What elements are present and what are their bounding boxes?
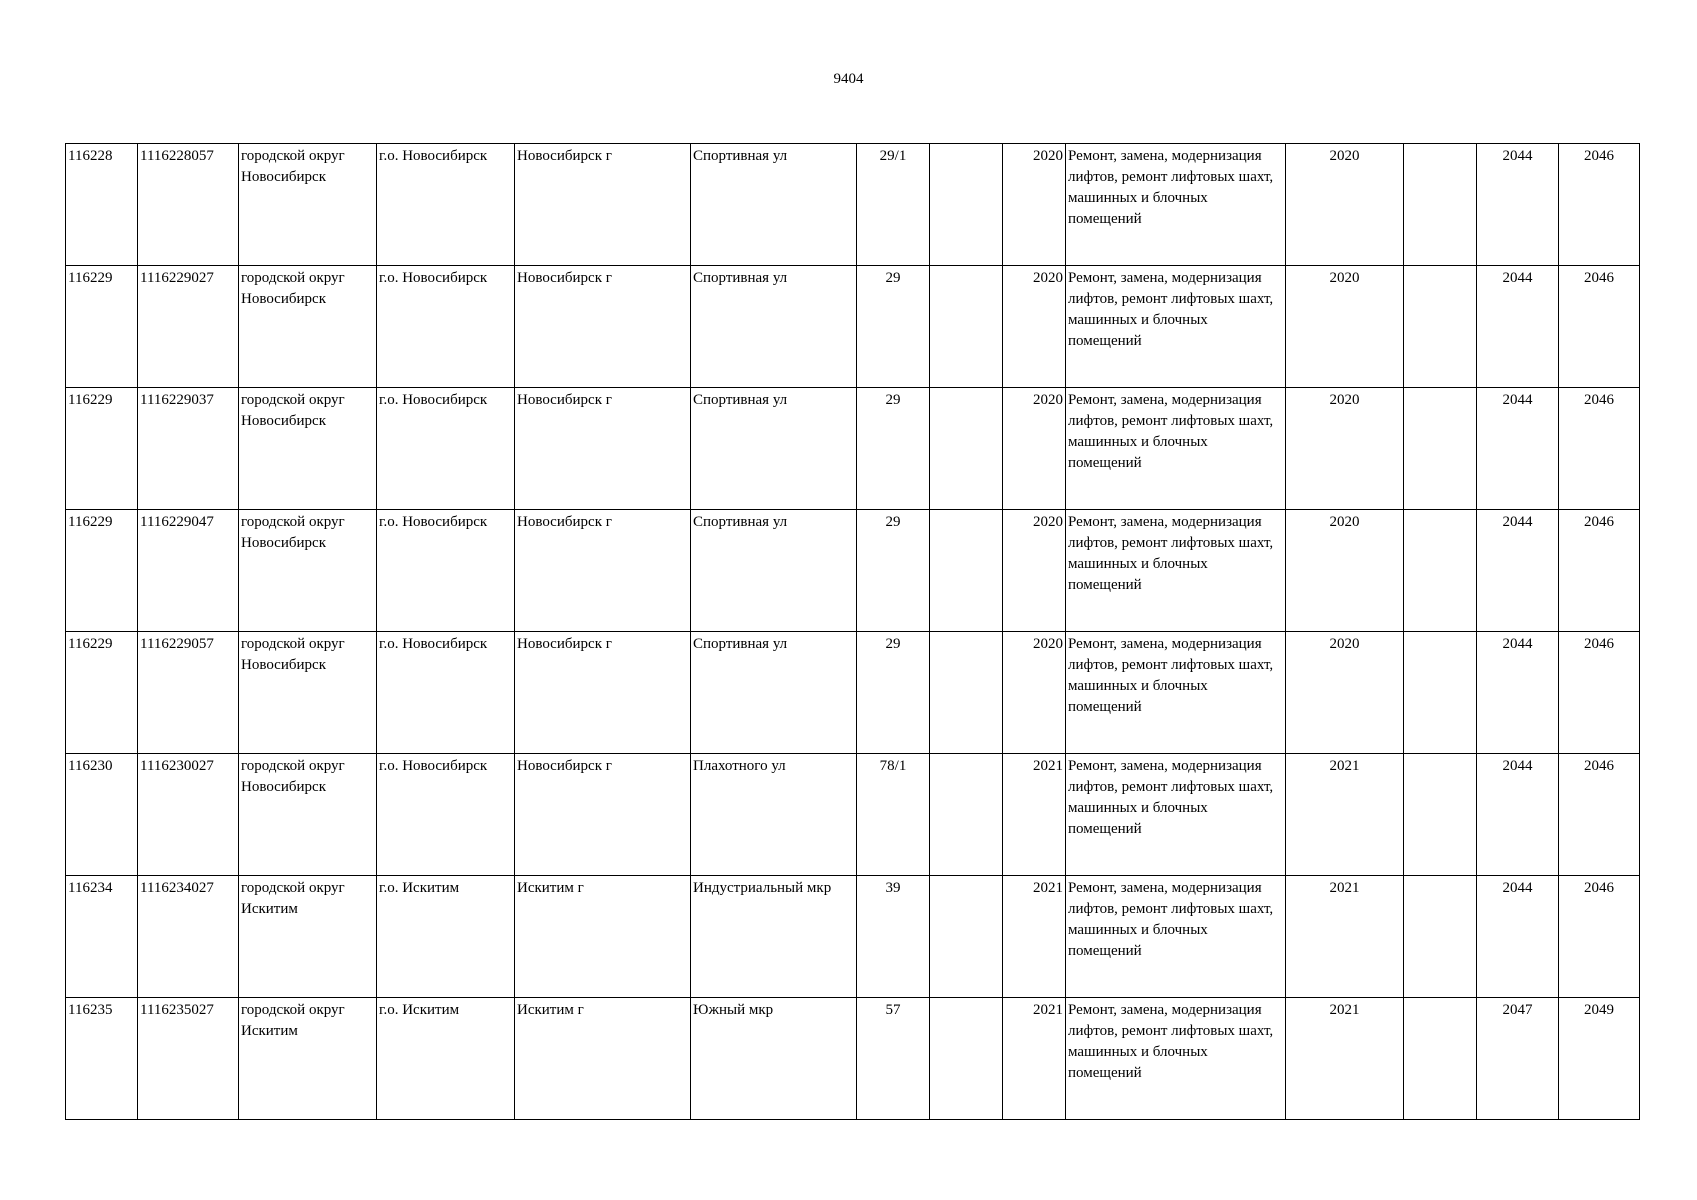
planned-year-cell: 2021 <box>1286 754 1404 876</box>
year-cell: 2021 <box>1003 998 1066 1120</box>
district-cell: г.о. Искитим <box>377 876 515 998</box>
municipality-cell: городской округ Искитим <box>239 998 377 1120</box>
object-code-cell: 1116234027 <box>138 876 239 998</box>
house-id-cell: 116229 <box>66 510 138 632</box>
district-cell: г.о. Искитим <box>377 998 515 1120</box>
building-cell <box>930 632 1003 754</box>
object-code-cell: 1116235027 <box>138 998 239 1120</box>
period-start-cell: 2044 <box>1477 754 1559 876</box>
locality-cell: Новосибирск г <box>515 754 691 876</box>
table-row <box>66 510 1640 632</box>
period-start-cell: 2047 <box>1477 998 1559 1120</box>
work-type-cell: Ремонт, замена, модернизация лифтов, ремонт лифтовых шахт, машинных и блочных помещений <box>1066 266 1286 388</box>
house-id-cell: 116235 <box>66 998 138 1120</box>
locality-cell: Новосибирск г <box>515 266 691 388</box>
empty-cell <box>1404 144 1477 266</box>
object-code-cell: 1116229027 <box>138 266 239 388</box>
municipality-cell: городской округ Новосибирск <box>239 632 377 754</box>
period-end-cell: 2046 <box>1559 266 1640 388</box>
house-number-cell: 57 <box>857 998 930 1120</box>
table-row <box>66 266 1640 388</box>
object-code-cell: 1116229037 <box>138 388 239 510</box>
empty-cell <box>1404 876 1477 998</box>
building-cell <box>930 754 1003 876</box>
page-number: 9404 <box>833 71 864 87</box>
house-id-cell: 116229 <box>66 388 138 510</box>
planned-year-cell: 2020 <box>1286 388 1404 510</box>
period-end-cell: 2046 <box>1559 510 1640 632</box>
street-cell: Южный мкр <box>691 998 857 1120</box>
house-number-cell: 29 <box>857 632 930 754</box>
planned-year-cell: 2020 <box>1286 510 1404 632</box>
empty-cell <box>1404 388 1477 510</box>
street-cell: Спортивная ул <box>691 266 857 388</box>
object-code-cell: 1116228057 <box>138 144 239 266</box>
empty-cell <box>1404 266 1477 388</box>
work-type-cell: Ремонт, замена, модернизация лифтов, ремонт лифтовых шахт, машинных и блочных помещений <box>1066 754 1286 876</box>
object-code-cell: 1116230027 <box>138 754 239 876</box>
district-cell: г.о. Новосибирск <box>377 632 515 754</box>
street-cell: Спортивная ул <box>691 144 857 266</box>
table-row <box>66 632 1640 754</box>
empty-cell <box>1404 998 1477 1120</box>
empty-cell <box>1404 632 1477 754</box>
house-id-cell: 116228 <box>66 144 138 266</box>
work-type-cell: Ремонт, замена, модернизация лифтов, ремонт лифтовых шахт, машинных и блочных помещений <box>1066 388 1286 510</box>
year-cell: 2020 <box>1003 510 1066 632</box>
period-end-cell: 2046 <box>1559 754 1640 876</box>
house-id-cell: 116229 <box>66 266 138 388</box>
house-number-cell: 78/1 <box>857 754 930 876</box>
work-type-cell: Ремонт, замена, модернизация лифтов, ремонт лифтовых шахт, машинных и блочных помещений <box>1066 144 1286 266</box>
object-code-cell: 1116229057 <box>138 632 239 754</box>
street-cell: Плахотного ул <box>691 754 857 876</box>
building-cell <box>930 510 1003 632</box>
street-cell: Спортивная ул <box>691 632 857 754</box>
table-row <box>66 876 1640 998</box>
year-cell: 2020 <box>1003 388 1066 510</box>
house-number-cell: 29 <box>857 510 930 632</box>
building-cell <box>930 876 1003 998</box>
street-cell: Индустриальный мкр <box>691 876 857 998</box>
empty-cell <box>1404 754 1477 876</box>
period-end-cell: 2046 <box>1559 632 1640 754</box>
object-code-cell: 1116229047 <box>138 510 239 632</box>
year-cell: 2020 <box>1003 144 1066 266</box>
district-cell: г.о. Новосибирск <box>377 388 515 510</box>
house-number-cell: 39 <box>857 876 930 998</box>
period-start-cell: 2044 <box>1477 876 1559 998</box>
empty-cell <box>1404 510 1477 632</box>
planned-year-cell: 2020 <box>1286 632 1404 754</box>
table-row <box>66 998 1640 1120</box>
house-id-cell: 116229 <box>66 632 138 754</box>
period-start-cell: 2044 <box>1477 266 1559 388</box>
district-cell: г.о. Новосибирск <box>377 266 515 388</box>
district-cell: г.о. Новосибирск <box>377 144 515 266</box>
period-end-cell: 2046 <box>1559 388 1640 510</box>
table-body <box>66 144 1640 1120</box>
period-end-cell: 2046 <box>1559 144 1640 266</box>
period-start-cell: 2044 <box>1477 144 1559 266</box>
year-cell: 2021 <box>1003 754 1066 876</box>
house-number-cell: 29 <box>857 388 930 510</box>
building-cell <box>930 998 1003 1120</box>
period-start-cell: 2044 <box>1477 632 1559 754</box>
work-type-cell: Ремонт, замена, модернизация лифтов, ремонт лифтовых шахт, машинных и блочных помещений <box>1066 632 1286 754</box>
locality-cell: Искитим г <box>515 876 691 998</box>
municipality-cell: городской округ Новосибирск <box>239 510 377 632</box>
planned-year-cell: 2021 <box>1286 876 1404 998</box>
locality-cell: Новосибирск г <box>515 388 691 510</box>
work-type-cell: Ремонт, замена, модернизация лифтов, ремонт лифтовых шахт, машинных и блочных помещений <box>1066 876 1286 998</box>
period-end-cell: 2049 <box>1559 998 1640 1120</box>
building-cell <box>930 388 1003 510</box>
municipality-cell: городской округ Новосибирск <box>239 266 377 388</box>
building-cell <box>930 144 1003 266</box>
municipality-cell: городской округ Новосибирск <box>239 144 377 266</box>
municipality-cell: городской округ Искитим <box>239 876 377 998</box>
locality-cell: Новосибирск г <box>515 510 691 632</box>
period-end-cell: 2046 <box>1559 876 1640 998</box>
year-cell: 2021 <box>1003 876 1066 998</box>
district-cell: г.о. Новосибирск <box>377 510 515 632</box>
locality-cell: Новосибирск г <box>515 632 691 754</box>
register-table <box>65 143 1640 1120</box>
street-cell: Спортивная ул <box>691 388 857 510</box>
period-start-cell: 2044 <box>1477 388 1559 510</box>
building-cell <box>930 266 1003 388</box>
municipality-cell: городской округ Новосибирск <box>239 754 377 876</box>
year-cell: 2020 <box>1003 266 1066 388</box>
house-id-cell: 116234 <box>66 876 138 998</box>
street-cell: Спортивная ул <box>691 510 857 632</box>
planned-year-cell: 2020 <box>1286 266 1404 388</box>
locality-cell: Искитим г <box>515 998 691 1120</box>
table-row <box>66 388 1640 510</box>
table-row <box>66 144 1640 266</box>
municipality-cell: городской округ Новосибирск <box>239 388 377 510</box>
table-row <box>66 754 1640 876</box>
locality-cell: Новосибирск г <box>515 144 691 266</box>
period-start-cell: 2044 <box>1477 510 1559 632</box>
house-number-cell: 29 <box>857 266 930 388</box>
planned-year-cell: 2020 <box>1286 144 1404 266</box>
planned-year-cell: 2021 <box>1286 998 1404 1120</box>
district-cell: г.о. Новосибирск <box>377 754 515 876</box>
house-id-cell: 116230 <box>66 754 138 876</box>
work-type-cell: Ремонт, замена, модернизация лифтов, ремонт лифтовых шахт, машинных и блочных помещений <box>1066 510 1286 632</box>
house-number-cell: 29/1 <box>857 144 930 266</box>
work-type-cell: Ремонт, замена, модернизация лифтов, ремонт лифтовых шахт, машинных и блочных помещений <box>1066 998 1286 1120</box>
year-cell: 2020 <box>1003 632 1066 754</box>
